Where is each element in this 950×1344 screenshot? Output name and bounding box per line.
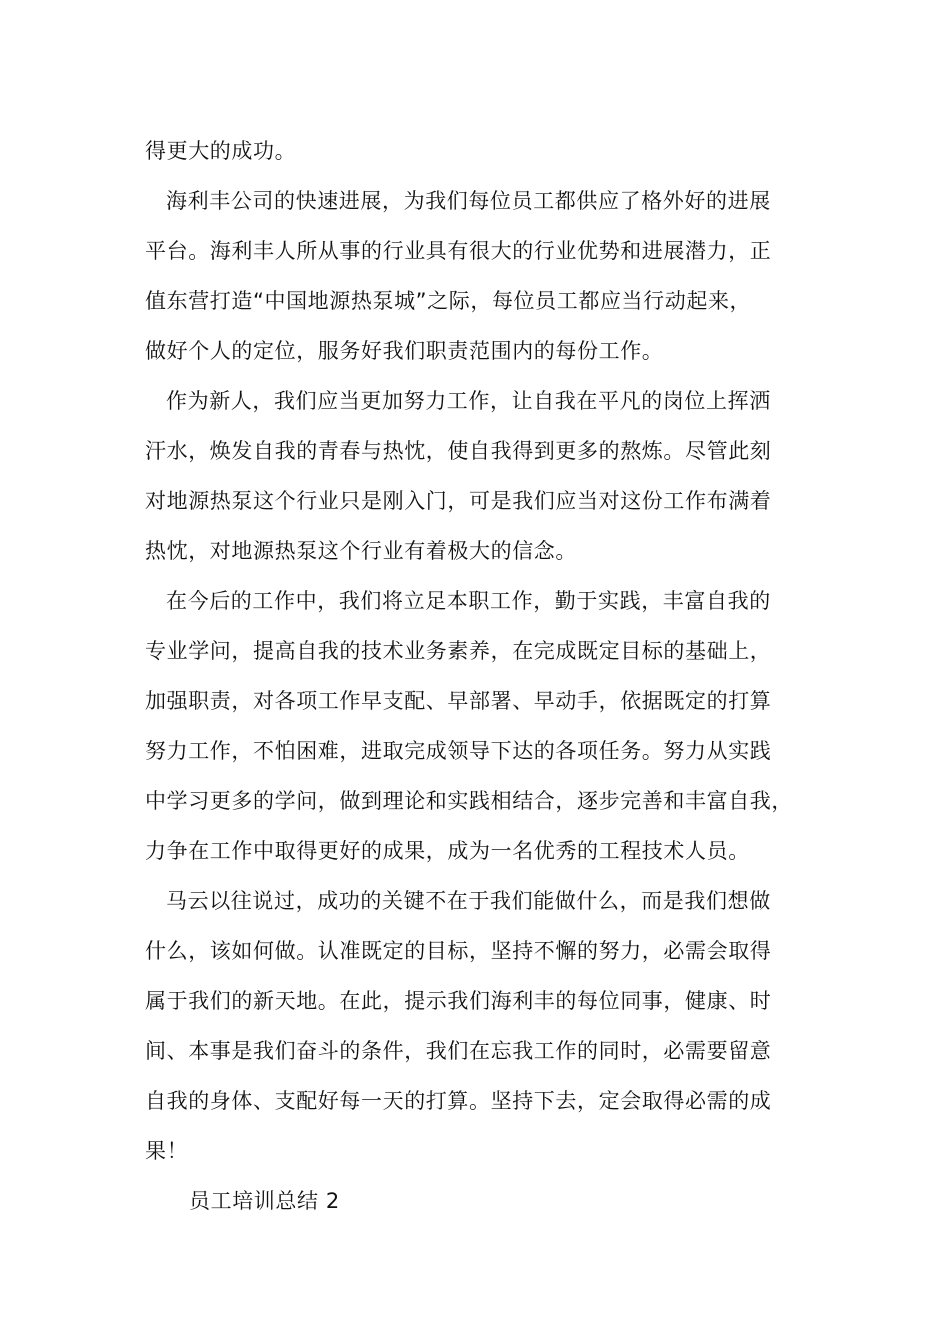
text-line: 什么，该如何做。认准既定的目标，坚持不懈的努力，必需会取得 bbox=[145, 939, 772, 963]
text-line: 自我的身体、支配好每一天的打算。坚持下去，定会取得必需的成 bbox=[145, 1089, 772, 1113]
text-line: 中学习更多的学问，做到理论和实践相结合，逐步完善和丰富自我， bbox=[145, 789, 793, 813]
text-line: 力争在工作中取得更好的成果，成为一名优秀的工程技术人员。 bbox=[145, 839, 750, 863]
text-line: 果！ bbox=[145, 1139, 189, 1163]
text-line: 努力工作，不怕困难，进取完成领导下达的各项任务。努力从实践 bbox=[145, 739, 772, 763]
text-line: 平台。海利丰人所从事的行业具有很大的行业优势和进展潜力，正 bbox=[145, 239, 772, 263]
paragraph-start-line: 海利丰公司的快速进展，为我们每位员工都供应了格外好的进展 bbox=[166, 189, 771, 213]
paragraph-start-line: 马云以往说过，成功的关键不在于我们能做什么，而是我们想做 bbox=[166, 889, 771, 913]
text-line: 值东营打造“中国地源热泵城”之际，每位员工都应当行动起来， bbox=[145, 289, 752, 313]
paragraph-start-line: 作为新人，我们应当更加努力工作，让自我在平凡的岗位上挥洒 bbox=[166, 389, 771, 413]
text-line: 专业学问，提高自我的技术业务素养，在完成既定目标的基础上， bbox=[145, 639, 772, 663]
text-line: 得更大的成功。 bbox=[145, 139, 297, 163]
text-line: 间、本事是我们奋斗的条件，我们在忘我工作的同时，必需要留意 bbox=[145, 1039, 772, 1063]
text-line: 加强职责，对各项工作早支配、早部署、早动手，依据既定的打算 bbox=[145, 689, 772, 713]
text-line: 汗水，焕发自我的青春与热忱，使自我得到更多的熬炼。尽管此刻 bbox=[145, 439, 772, 463]
paragraph-start-line: 在今后的工作中，我们将立足本职工作，勤于实践，丰富自我的 bbox=[166, 589, 771, 613]
text-line: 属于我们的新天地。在此，提示我们海利丰的每位同事，健康、时 bbox=[145, 989, 772, 1013]
text-line: 对地源热泵这个行业只是刚入门，可是我们应当对这份工作布满着 bbox=[145, 489, 772, 513]
section-heading: 员工培训总结 2 bbox=[189, 1189, 340, 1213]
text-line: 做好个人的定位，服务好我们职责范围内的每份工作。 bbox=[145, 339, 664, 363]
document-body bbox=[145, 126, 825, 1226]
text-line: 热忱，对地源热泵这个行业有着极大的信念。 bbox=[145, 539, 577, 563]
